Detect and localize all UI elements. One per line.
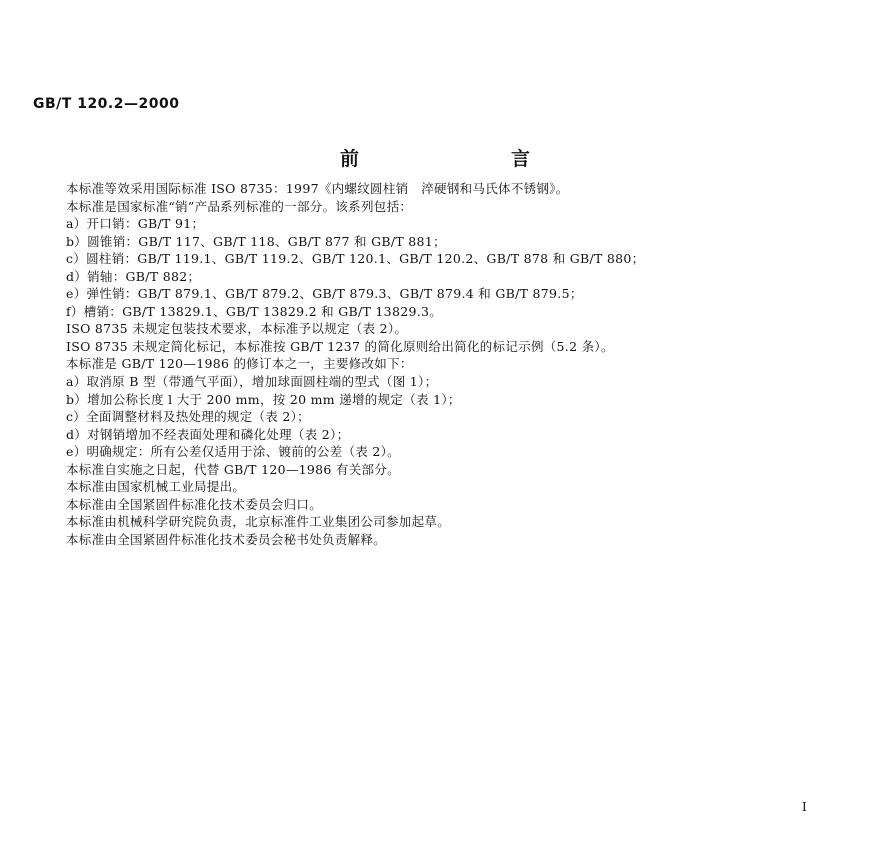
- text-line: d）销轴：GB/T 882；: [66, 268, 201, 284]
- text-line: 本标准是国家标准“销”产品系列标准的一部分。该系列包括：: [66, 198, 413, 214]
- text-line: a）取消原 B 型（带通气平面），增加球面圆柱端的型式（图 1）；: [66, 374, 438, 390]
- page-title: [340, 144, 530, 171]
- text-line: 本标准由国家机械工业局提出。: [66, 479, 246, 495]
- text-line: 本标准由机械科学研究院负责，北京标准件工业集团公司参加起草。: [66, 514, 451, 530]
- text-line: c）全面调整材料及热处理的规定（表 2）；: [66, 409, 310, 425]
- page-title-char-1: 前: [340, 148, 360, 170]
- text-line: 本标准由全国紧固件标准化技术委员会归口。: [66, 496, 323, 512]
- text-line: 本标准等效采用国际标准 ISO 8735：1997《内螺纹圆柱销 淬硬钢和马氏体不锈钢》。: [66, 181, 569, 196]
- text-line: e）明确规定：所有公差仅适用于涂、镀前的公差（表 2）。: [66, 444, 400, 460]
- text-line: f）槽销：GB/T 13829.1、GB/T 13829.2 和 GB/T 13829.3。: [66, 303, 443, 319]
- standard-code-header: GB/T 120.2—2000: [33, 96, 180, 112]
- text-line: e）弹性销：GB/T 879.1、GB/T 879.2、GB/T 879.3、GB/T 879.4 和 GB/T 879.5；: [66, 286, 583, 302]
- text-line: c）圆柱销：GB/T 119.1、GB/T 119.2、GB/T 120.1、GB/T 120.2、GB/T 878 和 GB/T 880；: [66, 251, 645, 267]
- foreword-body: [66, 180, 856, 548]
- text-line: b）增加公称长度 l 大于 200 mm，按 20 mm 递增的规定（表 1）；: [66, 391, 461, 407]
- text-line: ISO 8735 未规定简化标记，本标准按 GB/T 1237 的简化原则给出简化的标记示例（5.2 条）。: [66, 338, 614, 354]
- text-line: 本标准自实施之日起，代替 GB/T 120—1986 有关部分。: [66, 461, 400, 477]
- page-title-char-2: 言: [510, 148, 530, 170]
- text-line: d）对钢销增加不经表面处理和磷化处理（表 2）；: [66, 426, 350, 442]
- text-line: a）开口销：GB/T 91；: [66, 216, 205, 232]
- page-number: I: [802, 800, 807, 814]
- text-line: b）圆锥销：GB/T 117、GB/T 118、GB/T 877 和 GB/T 881；: [66, 233, 446, 249]
- text-line: 本标准由全国紧固件标准化技术委员会秘书处负责解释。: [66, 531, 387, 547]
- text-line: 本标准是 GB/T 120—1986 的修订本之一，主要修改如下：: [66, 356, 413, 372]
- text-line: ISO 8735 未规定包装技术要求，本标准予以规定（表 2）。: [66, 321, 408, 337]
